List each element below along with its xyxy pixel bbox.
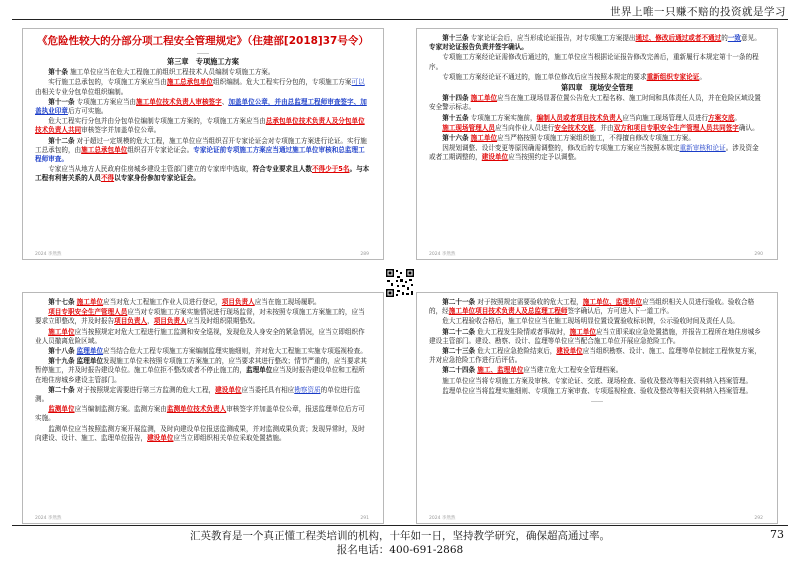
article-20: 第二十条 对于按照规定需要进行第三方监测的危大工程，建设单位应当委托具有相应勘察资质的单位进行监测。: [35, 385, 361, 404]
article-11: 第十一条 专项施工方案应当由施工单位技术负责人审核签字、加盖单位公章，并由总监理工程师审查签字、加盖执业印章后方可实施。: [35, 97, 367, 116]
article-10: 第十条 施工单位应当在危大工程施工前组织工程技术人员编制专项施工方案。: [48, 68, 275, 77]
ellipsis: ……: [197, 49, 209, 56]
article-13-p2: 专项施工方案经论证需修改后通过的，施工单位应当根据论证报告修改完善后，重新履行本规定第十一条的程序。: [429, 53, 759, 71]
article-20-p2: 监测单位应当编制监测方案。监测方案由监测单位技术负责人审核签字并加盖单位公章，报送监理单位后方可实施。: [35, 405, 365, 423]
slide-chapter4-part2: [22, 292, 384, 524]
article-13-p3: 专项施工方案经论证不通过的，施工单位修改后应当按照本规定的要求重新组织专家论证。: [442, 72, 706, 81]
chapter-heading: 第四章 现场安全管理: [561, 83, 633, 93]
article-13: 第十三条 专家论证会后，应当形成论证报告，对专项施工方案提出通过、修改后通过或者不通过的一致意见。专家对论证报告负责并签字确认。: [429, 34, 761, 52]
article-15: 第十五条 专项施工方案实施前，编制人员或者项目技术负责人应当向施工现场管理人员进行方案交底。: [442, 113, 742, 122]
footer-slogan: 汇英教育是一个真正懂工程类培训的机构，十年如一日，坚持教学研究，确保超高通过率。: [190, 530, 610, 542]
article-12: 第十二条 对于超过一定规模的危大工程，施工单位应当组织召开专家论证会对专项施工方案进行论证。实行施工总承包的，由施工总承包单位组织召开专家论证会。专家论证前专项施工方案应当通过施工单位审核和总监理工程师审查。: [35, 136, 367, 164]
article-11-p2: 危大工程实行分包并由分包单位编制专项施工方案的，专项施工方案应当由总承包单位技术负责人及分包单位技术负责人共同审核签字并加盖单位公章。: [35, 117, 365, 135]
slide-chapter3-part2: [416, 28, 778, 260]
article-16: 第十六条 施工单位应当严格按照专项施工方案组织施工，不得擅自修改专项施工方案。: [442, 134, 695, 143]
slide-footer: 2024 李然然 292: [429, 516, 763, 521]
slide-footer: 2024 李然然 290: [429, 252, 763, 257]
slide-footer: 2024 李然然 289: [35, 252, 369, 257]
article-12-p2: 专家应当从地方人民政府住房城乡建设主管部门建立的专家库中选取，符合专业要求且人数不得少于5名。与本工程有利害关系的人员不得以专家身份参加专家论证会。: [35, 165, 370, 183]
chapter-heading: 第三章 专项施工方案: [167, 57, 239, 66]
slide-footer: 2024 李然然 291: [35, 516, 369, 521]
ellipsis: ……: [591, 397, 603, 405]
article-17-p2: 项目专职安全生产管理人员应当对专项施工方案实施情况进行现场监督，对未按照专项施工方案施工的，应当要求立即整改，并及时报告项目负责人，项目负责人应当及时组织限期整改。: [35, 308, 365, 326]
article-16-p2: 因规划调整、设计变更等原因确需调整的，修改后的专项施工方案应当按照本规定重新审核和论证。涉及资金或者工期调整的，建设单位应当按照约定予以调整。: [429, 144, 759, 162]
article-24: 第二十四条 施工、监理单位应当建立危大工程安全管理档案。: [442, 366, 623, 375]
article-21-p2: 危大工程验收合格后，施工单位应当在施工现场明显位置设置验收标识牌，公示验收时间及责任人员。: [442, 317, 739, 326]
footer-divider: [12, 525, 788, 526]
footer-phone: 报名电话：400-691-2868: [336, 544, 464, 556]
article-18: 第十八条 监理单位应当结合危大工程专项施工方案编制监理实施细则，并对危大工程施工实施专项巡视检查。: [48, 347, 367, 356]
article-19: 第十九条 监理单位发现施工单位未按照专项施工方案施工的，应当要求其进行整改；情节严重的，应当要求其暂停施工，并及时报告建设单位。施工单位拒不整改或者不停止施工的，监理单位应当及时报告建设单位和工程所在地住房城乡建设主管部门。: [35, 357, 367, 384]
article-22: 第二十二条 危大工程发生险情或者事故时，施工单位应当立即采取应急处置措施，并报告工程所在地住房城乡建设主管部门。建设、勘察、设计、监理等单位应当配合施工单位开展应急抢险工作。: [429, 327, 761, 345]
article-14: 第十四条 施工单位应当在施工现场显著位置公告危大工程名称、施工时间和具体责任人员，并在危险区域设置安全警示标志。: [429, 94, 761, 112]
article-17: 第十七条 施工单位应当对危大工程施工作业人员进行登记，项目负责人应当在施工现场履职。: [48, 298, 321, 306]
article-23: 第二十三条 危大工程应急抢险结束后，建设单位应当组织勘察、设计、施工、监理等单位制定工程恢复方案，并对应急抢险工作进行后评估。: [429, 347, 761, 365]
footer-info: [0, 529, 800, 557]
slide-chapter4-part3: [416, 292, 778, 524]
article-10-p2: 实行施工总承包的，专项施工方案应当由施工总承包单位组织编制。危大工程实行分包的，专项施工方案可以由相关专业分包单位组织编制。: [35, 78, 365, 96]
page-number: 73: [770, 528, 784, 541]
qr-code-icon: [385, 268, 415, 298]
article-24-p2: 施工单位应当将专项施工方案及审核、专家论证、交底、现场检查、验收及整改等相关资料纳入档案管理。: [442, 376, 753, 385]
article-24-p3: 监理单位应当将监理实施细则、专项施工方案审查、专项巡视检查、验收及整改等相关资料纳入档案管理。: [442, 386, 753, 395]
slide-title: 《危险性较大的分部分项工程安全管理规定》（住建部[2018]37号令）: [37, 35, 369, 47]
header-divider: [12, 19, 788, 20]
article-15-p2: 施工现场管理人员应当向作业人员进行安全技术交底，并由双方和项目专职安全生产管理人员共同签字确认。: [442, 123, 759, 132]
article-17-p3: 施工单位应当按照规定对危大工程进行施工监测和安全巡视，发现危及人身安全的紧急情况，应当立即组织作业人员撤离危险区域。: [35, 327, 365, 345]
article-20-p3: 监测单位应当按照监测方案开展监测，及时向建设单位报送监测成果，并对监测成果负责；发现异常时，及时向建设、设计、施工、监理单位报告，建设单位应当立即组织相关单位采取处置措施。: [35, 424, 365, 442]
slide-chapter3-part1: [22, 28, 384, 260]
article-21: 第二十一条 对于按照规定需要验收的危大工程，施工单位、监理单位应当组织相关人员进行验收。验收合格的，经施工单位项目技术负责人及总监理工程师签字确认后，方可进入下一道工序。: [429, 298, 755, 316]
header-motto: 世界上唯一只赚不赔的投资就是学习: [610, 6, 786, 18]
